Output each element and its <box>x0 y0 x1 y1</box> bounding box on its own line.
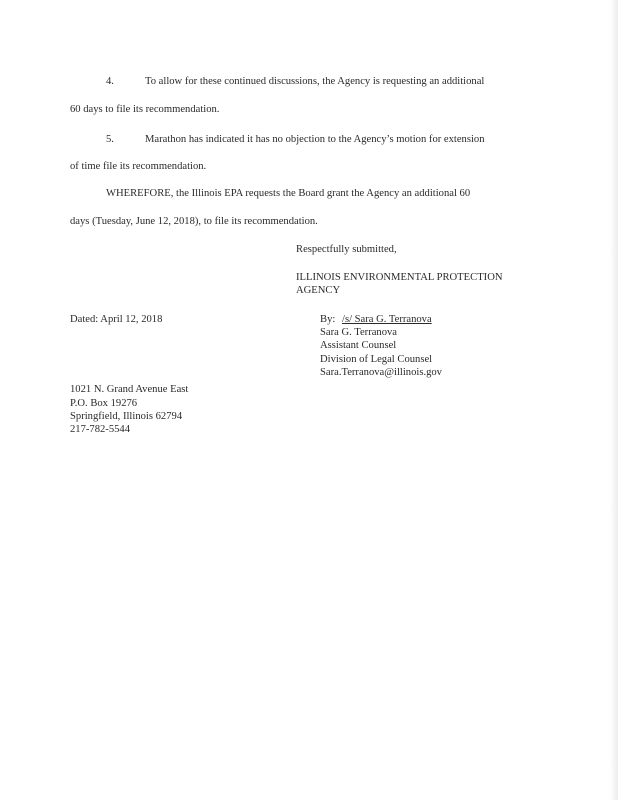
signature-by-label: By: <box>320 314 336 325</box>
wherefore-line: WHEREFORE, the Illinois EPA requests the Board grant the Agency an additional 60 <box>106 188 471 199</box>
paragraph-text-line: of time file its recommendation. <box>70 161 207 172</box>
electronic-signature: /s/ Sara G. Terranova <box>342 314 432 325</box>
page-edge-shadow <box>610 0 618 800</box>
signer-name: Sara G. Terranova <box>320 327 398 338</box>
closing-salutation: Respectfully submitted, <box>296 244 397 255</box>
paragraph-text-line: To allow for these continued discussions, the Agency is requesting an additional <box>145 76 485 87</box>
paragraph-number: 4. <box>106 76 114 87</box>
agency-name-line: ILLINOIS ENVIRONMENTAL PROTECTION <box>296 272 503 283</box>
paragraph-text-line: 60 days to file its recommendation. <box>70 104 220 115</box>
signer-email: Sara.Terranova@illinois.gov <box>320 367 442 378</box>
date-line: Dated: April 12, 2018 <box>70 314 163 325</box>
signer-title: Assistant Counsel <box>320 340 397 351</box>
wherefore-line: days (Tuesday, June 12, 2018), to file its recommendation. <box>70 216 318 227</box>
paragraph-number: 5. <box>106 134 114 145</box>
address-street: 1021 N. Grand Avenue East <box>70 384 189 395</box>
address-city: Springfield, Illinois 62794 <box>70 411 183 422</box>
paragraph-text-line: Marathon has indicated it has no objection to the Agency’s motion for extension <box>145 134 485 145</box>
address-phone: 217-782-5544 <box>70 424 131 435</box>
agency-name-line: AGENCY <box>296 285 341 296</box>
signer-division: Division of Legal Counsel <box>320 354 433 365</box>
address-po-box: P.O. Box 19276 <box>70 398 138 409</box>
